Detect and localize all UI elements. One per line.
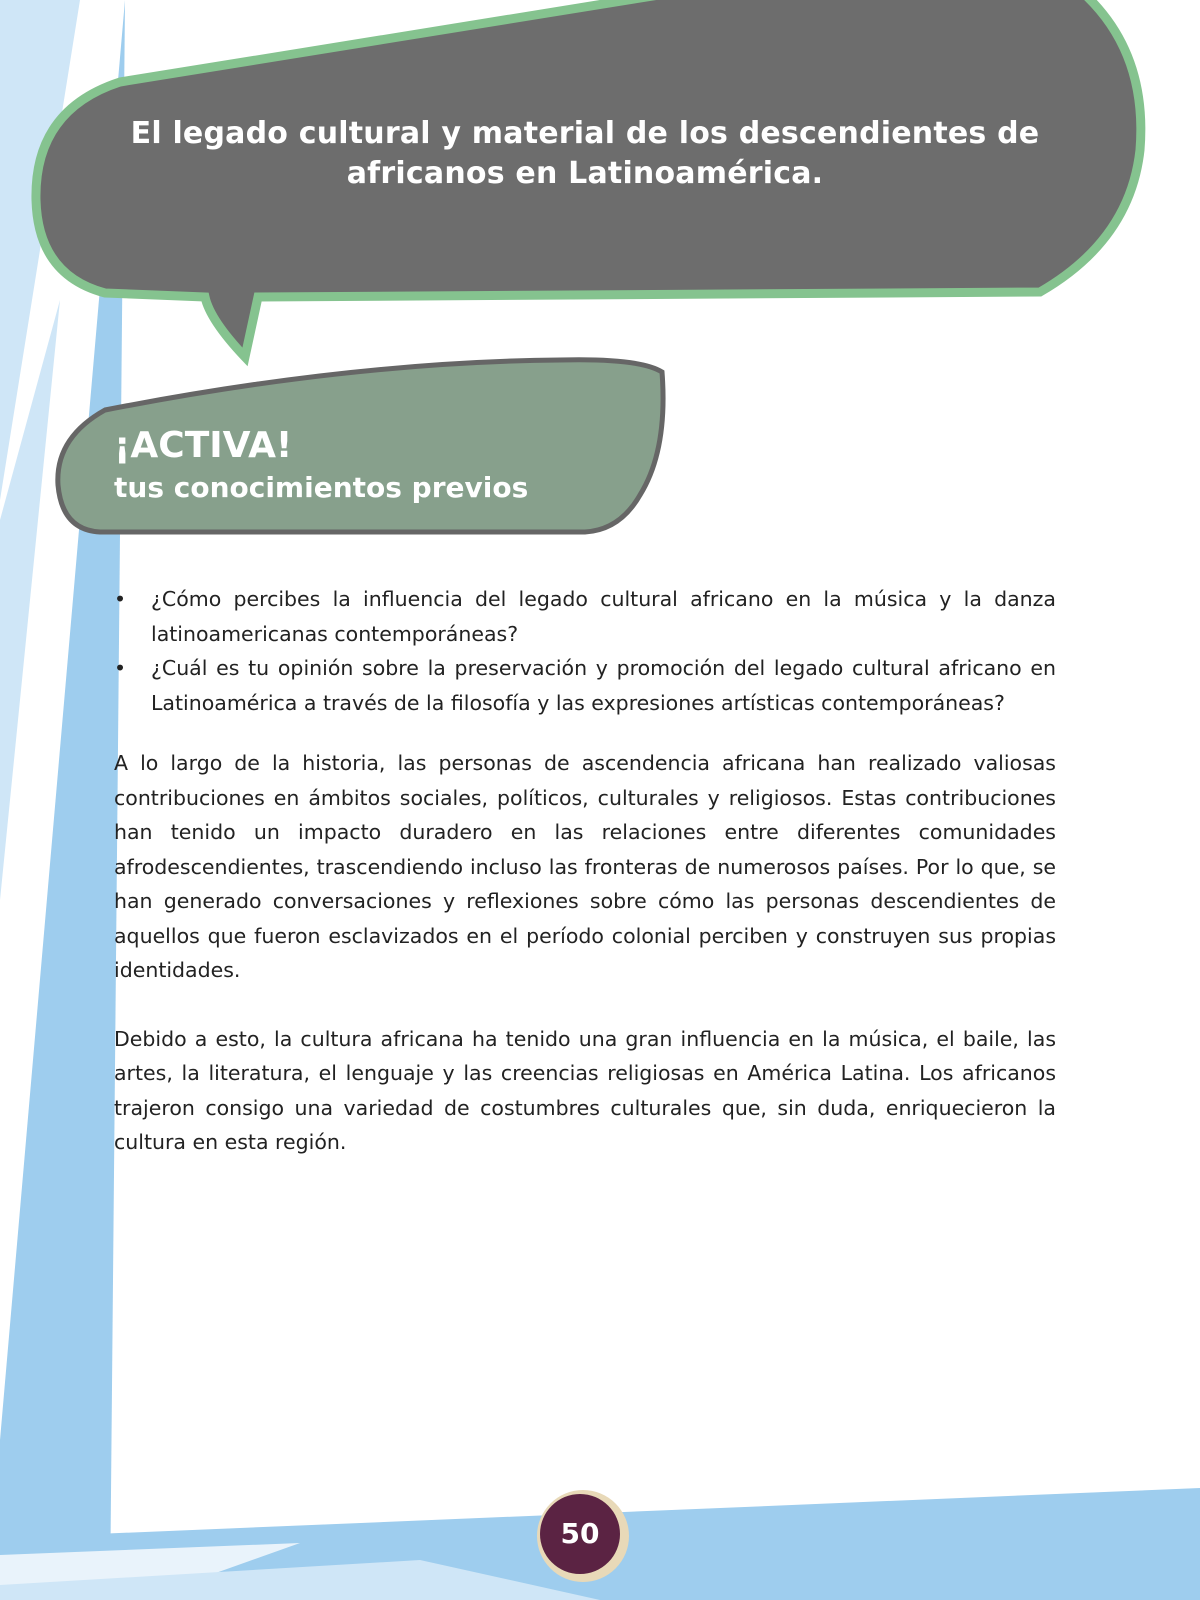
question-item — [114, 651, 1056, 720]
question-item — [114, 582, 1056, 651]
question-text: ¿Cuál es tu opinión sobre la preservación y promoción del legado cultural africano en Latinoamérica a través de la filosofía y las expresiones artísticas contemporáneas? — [151, 656, 1056, 715]
bullet-icon: • — [114, 656, 127, 680]
activa-subheading: tus conocimientos previos — [114, 471, 529, 504]
question-text: ¿Cómo percibes la influencia del legado cultural africano en la música y la danza latinoamericanas contemporáneas? — [151, 587, 1056, 646]
activa-heading: ¡ACTIVA! — [114, 425, 293, 466]
question-list — [114, 582, 1056, 720]
body-paragraph: A lo largo de la historia, las personas de ascendencia africana han realizado valiosas contribuciones en ámbitos sociales, políticos, culturales y religiosos. Estas contribuciones han tenido un impacto duradero en las relaciones entre diferentes comunidades afrodescendientes, trascendiendo incluso las fronteras de numerosos países. Por lo que, se han generado conversaciones y reflexiones sobre cómo las personas descendientes de aquellos que fueron esclavizados en el período colonial perciben y construyen sus propias identidades. — [114, 751, 1056, 982]
body-paragraph: Debido a esto, la cultura africana ha tenido una gran influencia en la música, el baile, las artes, la literatura, el lenguaje y las creencias religiosas en América Latina. Los africanos trajeron consigo una variedad de costumbres culturales que, sin duda, enriquecieron la cultura en esta región. — [114, 1026, 1056, 1154]
main-content — [114, 582, 1056, 1160]
bullet-icon: • — [114, 587, 127, 611]
page-number: 50 — [560, 1517, 600, 1550]
page-title: El legado cultural y material de los descendientes de africanos en Latinoamérica. — [130, 116, 1040, 191]
